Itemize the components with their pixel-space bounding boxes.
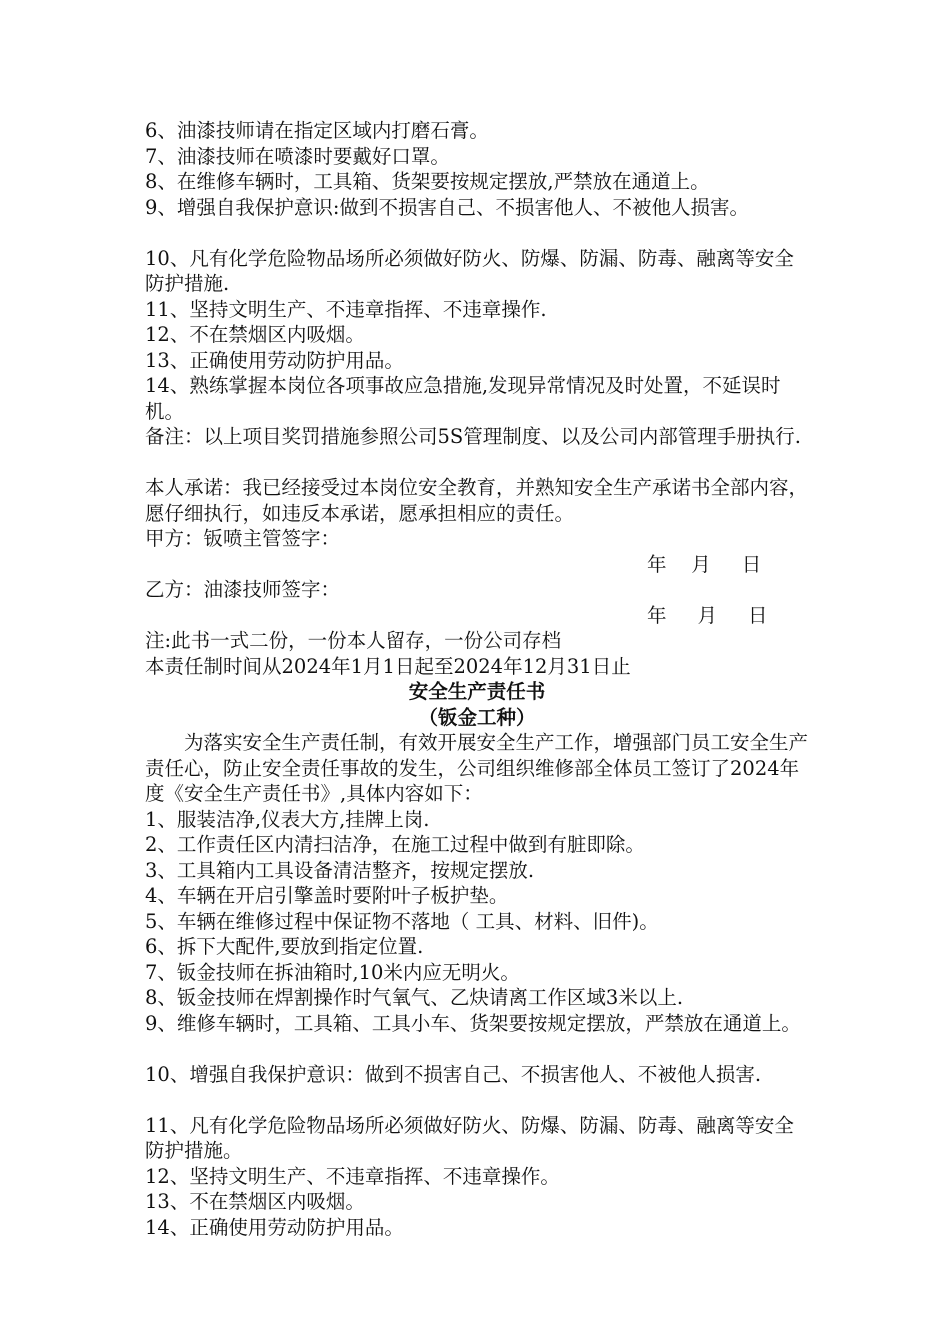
section1-item-14: 14、熟练掌握本岗位各项事故应急措施,发现异常情况及时处置，不延误时机。 [145, 374, 781, 423]
section2-item-3: 3、工具箱内工具设备清洁整齐，按规定摆放. [145, 858, 535, 882]
section1-item-10: 10、凡有化学危险物品场所必须做好防火、防爆、防漏、防毒、融离等安全防护措施. [145, 246, 794, 295]
section2-item-11: 11、凡有化学危险物品场所必须做好防火、防爆、防漏、防毒、融离等安全防护措施。 [145, 1113, 794, 1162]
document-title: 安全生产责任书 [408, 680, 546, 703]
section2-item-7: 7、钣金技师在拆油箱时,10米内应无明火。 [145, 960, 520, 984]
section2-item-4: 4、车辆在开启引擎盖时要附叶子板护垫。 [145, 884, 509, 907]
section1-item-8: 8、在维修车辆时，工具箱、货架要按规定摆放,严禁放在通道上。 [145, 170, 710, 193]
copies-note: 注:此书一式二份，一份本人留存，一份公司存档 [145, 629, 562, 652]
section2-item-1: 1、服装洁净,仪表大方,挂牌上岗. [145, 807, 430, 831]
section2-item-12: 12、坚持文明生产、不违章指挥、不违章操作。 [145, 1164, 560, 1188]
intro-paragraph: 为落实安全生产责任制，有效开展安全生产工作，增强部门员工安全生产责任心，防止安全责任事故的发生，公司组织维修部全体员工签订了2024年度《安全生产责任书》,具体内容如下： [145, 731, 809, 805]
section1-item-11: 11、坚持文明生产、不违章指挥、不违章操作. [145, 297, 547, 321]
section1-item-13: 13、正确使用劳动防护用品。 [145, 348, 404, 372]
party-a-date: 年 月 日 [647, 552, 762, 576]
section2-item-10: 10、增强自我保护意识：做到不损害自己、不损害他人、不被他人损害. [145, 1062, 762, 1086]
section2-item-2: 2、工作责任区内清扫洁净，在施工过程中做到有脏即除。 [145, 833, 645, 856]
remark-text: 备注：以上项目奖罚措施参照公司5S管理制度、以及公司内部管理手册执行. [145, 425, 801, 448]
party-a-signature-label: 甲方：钣喷主管签字： [145, 527, 341, 550]
section2-item-9: 9、维修车辆时，工具箱、工具小车、货架要按规定摆放，严禁放在通道上。 [145, 1011, 801, 1035]
promise-text: 本人承诺：我已经接受过本岗位安全教育，并熟知安全生产承诺书全部内容，愿仔细执行，如违反本承诺，愿承担相应的责任。 [145, 476, 809, 525]
party-b-date: 年 月 日 [647, 603, 768, 627]
party-b-date-row [145, 603, 809, 629]
document-page [145, 118, 809, 1240]
section1-item-6: 6、油漆技师请在指定区域内打磨石膏。 [145, 119, 489, 142]
section1-item-7: 7、油漆技师在喷漆时要戴好口罩。 [145, 144, 450, 168]
section2-item-5: 5、车辆在维修过程中保证物不落地（ 工具、材料、旧件)。 [145, 909, 659, 933]
section2-item-6: 6、拆下大配件,要放到指定位置. [145, 935, 424, 958]
document-subtitle: （钣金工种） [418, 705, 536, 729]
party-a-date-row [145, 552, 809, 578]
validity-period: 本责任制时间从2024年1月1日起至2024年12月31日止 [145, 654, 631, 678]
section2-item-13: 13、不在禁烟区内吸烟。 [145, 1190, 365, 1213]
section2-item-14: 14、正确使用劳动防护用品。 [145, 1215, 404, 1239]
party-b-signature-label: 乙方：油漆技师签字： [145, 578, 341, 601]
section1-item-12: 12、不在禁烟区内吸烟。 [145, 323, 365, 346]
section2-item-8: 8、钣金技师在焊割操作时气氧气、乙炔请离工作区域3米以上. [145, 986, 684, 1009]
section1-item-9: 9、增强自我保护意识:做到不损害自己、不损害他人、不被他人损害。 [145, 195, 749, 219]
